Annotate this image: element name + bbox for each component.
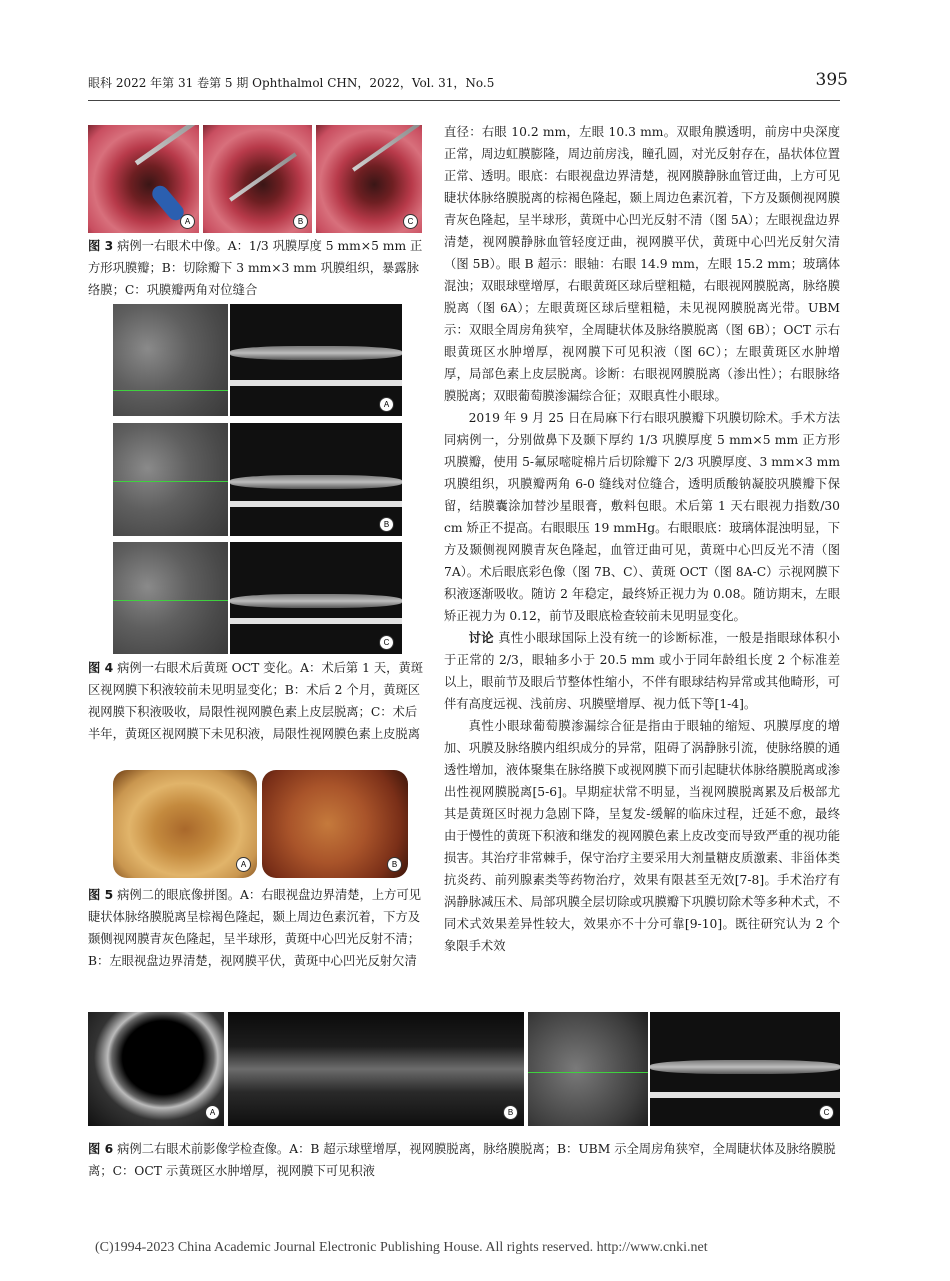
paragraph-case2-exam: 直径：右眼 10.2 mm，左眼 10.3 mm。双眼角膜透明，前房中央深度正常，周边虹膜膨隆，周边前房浅，瞳孔圆，对光反射存在，晶状体位置正常、透明。眼底：右眼视盘边界清楚，视网膜静脉血管迂曲，上方可见睫状体脉络膜脱离的棕褐色隆起，颞上周边色素沉着，下方及颞侧视网膜青灰色隆起，呈半球形，黄斑中心凹光反射不清（图 5A）；左眼视盘边界清楚，视网膜静脉血管轻度迂曲，视网膜平伏，黄斑中心凹光反射欠清（图 5B）。眼 B 超示：眼轴：右眼 14.9 mm，左眼 15.2 mm；玻璃体混浊；双眼球壁增厚，右眼黄斑区球后壁粗糙，右眼视网膜脱离，脉络膜脱离（图 6A）；左眼黄斑区球后壁粗糙，未见视网膜脱离光带。UBM 示：双眼全周房角狭窄，全周睫状体及脉络膜脱离（图 6B）；OCT 示右眼黄斑区水肿增厚，视网膜下可见积液（图 6C）；左眼黄斑区水肿增厚，局部色素上皮层脱离。诊断：右眼视网膜脱离（渗出性）；右眼脉络膜脱离；双眼葡萄膜渗漏综合征；双眼真性小眼球。 [444,125,840,403]
fig4-caption-title: 图 4 [88,661,114,675]
fig3-caption-text: 病例一右眼术中像。A：1/3 巩膜厚度 5 mm×5 mm 正方形巩膜瓣；B：切除瓣下 3 mm×3 mm 巩膜组织，暴露脉络膜；C：巩膜瓣两角对位缝合 [88,239,423,297]
fig6-caption [88,1138,840,1182]
fig6-caption-title: 图 6 [88,1142,114,1156]
fig6-caption-text: 病例二右眼术前影像学检查像。A：B 超示球壁增厚，视网膜脱离，脉络膜脱离；B：UBM 示全周房角狭窄，全周睫状体及脉络膜脱离；C：OCT 示黄斑区水肿增厚，视网膜下可见积液 [88,1142,836,1178]
fig4-caption [88,657,424,745]
journal-info: 眼科 2022 年第 31 卷第 5 期 Ophthalmol CHN，2022，Vol. 31，No.5 [88,76,495,90]
fig5-panel-label-b: B [387,857,402,872]
fig4-panel-label-a: A [379,397,394,412]
fig4-oct-a [230,304,402,416]
fig4-oct-b [230,423,402,536]
fig4-fundus-c [113,542,228,654]
right-column-text [444,121,840,957]
fig6-panel-label-a: A [205,1105,220,1120]
paragraph-discussion [444,627,840,715]
fig3-caption [88,235,424,301]
fig3-image-b [203,125,312,233]
fig6-oct-c [650,1012,840,1126]
fig3-image-c [316,125,422,233]
header-rule [88,100,840,101]
fig6-image-b [228,1012,524,1126]
fig3-image-a [88,125,199,233]
fig4-fundus-b [113,423,228,536]
fig5-caption-text: 病例二的眼底像拼图。A：右眼视盘边界清楚，上方可见睫状体脉络膜脱离呈棕褐色隆起，颞上周边色素沉着，下方及颞侧视网膜青灰色隆起，呈半球形，黄斑中心凹光反射不清；B：左眼视盘边界清楚，视网膜平伏，黄斑中心凹光反射欠清 [88,888,422,968]
fig4-caption-text: 病例一右眼术后黄斑 OCT 变化。A：术后第 1 天，黄斑区视网膜下积液较前未见明显变化；B：术后 2 个月，黄斑区视网膜下积液吸收，局限性视网膜色素上皮层脱离；C：术后半年，黄斑区视网膜下未见积液，局限性视网膜色素上皮脱离 [88,661,424,741]
fig4-panel-label-b: B [379,517,394,532]
copyright-footer: (C)1994-2023 China Academic Journal Electronic Publishing House. All rights reserved. http://www.cnki.net [95,1240,708,1255]
fig5-caption-title: 图 5 [88,888,114,902]
fig6-panel-label-c: C [819,1105,834,1120]
fig4-fundus-a [113,304,228,416]
fig4-oct-c [230,542,402,654]
fig4-panel-label-c: C [379,635,394,650]
paragraph-uveal-effusion: 真性小眼球葡萄膜渗漏综合征是指由于眼轴的缩短、巩膜厚度的增加、巩膜及脉络膜内组织成分的异常，阻碍了涡静脉引流，使脉络膜的通透性增加，液体聚集在脉络膜下或视网膜下而引起睫状体脉络膜脱离或渗出性视网膜脱离[5-6]。早期症状常不明显，当视网膜脱离累及后极部尤其是黄斑区时视力急剧下降，呈复发-缓解的临床过程，迁延不愈，最终由于慢性的黄斑下积液和继发的视网膜色素上皮改变而导致严重的视功能损害。其治疗非常棘手，保守治疗主要采用大剂量糖皮质激素、非甾体类抗炎药、前列腺素类等药物治疗，效果有限甚至无效[7-8]。手术治疗有涡静脉减压术、局部巩膜全层切除或巩膜瓣下巩膜切除术等多种术式，不同术式效果差异性较大，效果亦不十分可靠[9-10]。既往研究认为 2 个象限手术效 [444,719,840,953]
fig6-fundus-c [528,1012,648,1126]
fig6-panel-label-b: B [503,1105,518,1120]
page-number: 395 [815,70,848,90]
discussion-text: 真性小眼球国际上没有统一的诊断标准，一般是指眼球体积小于正常的 2/3，眼轴多小于 20.5 mm 或小于同年龄组长度 2 个标准差以上，眼前节及眼后节整体性缩小，不伴有眼球结构异常或其他畸形，可伴有高度远视、浅前房、巩膜壁增厚、视力低下等[1-4]。 [444,631,840,711]
fig6-image-a [88,1012,224,1126]
running-header [88,70,848,91]
fig3-caption-title: 图 3 [88,239,114,253]
fig3-panel-label-c: C [403,214,418,229]
fig5-image-b [262,770,408,878]
fig3-panel-label-b: B [293,214,308,229]
fig5-panel-label-a: A [236,857,251,872]
fig5-image-a [113,770,257,878]
discussion-heading: 讨论 [468,631,494,645]
fig3-panel-label-a: A [180,214,195,229]
fig5-caption [88,884,424,972]
paragraph-surgery: 2019 年 9 月 25 日在局麻下行右眼巩膜瓣下巩膜切除术。手术方法同病例一，分别做鼻下及颞下厚约 1/3 巩膜厚度 5 mm×5 mm 正方形巩膜瓣，使用 5-氟尿嘧啶棉片后切除瓣下 2/3 巩膜厚度、3 mm×3 mm 巩膜组织，巩膜瓣两角 6-0 缝线对位缝合，透明质酸钠凝胶巩膜瓣下保留，结膜囊涂加替沙星眼膏，敷料包眼。术后第 1 天右眼视力指数/30 cm 矫正不提高。右眼眼压 19 mmHg。右眼眼底：玻璃体混浊明显，下方及颞侧视网膜青灰色隆起，血管迂曲可见，黄斑中心凹反光不清（图 7A）。术后眼底彩色像（图 7B、C）、黄斑 OCT（图 8A-C）示视网膜下积液逐渐吸收。随访 2 年稳定，最终矫正视力为 0.08。随访期末，左眼矫正视力为 0.12，前节及眼底检查较前未见明显变化。 [444,411,840,623]
